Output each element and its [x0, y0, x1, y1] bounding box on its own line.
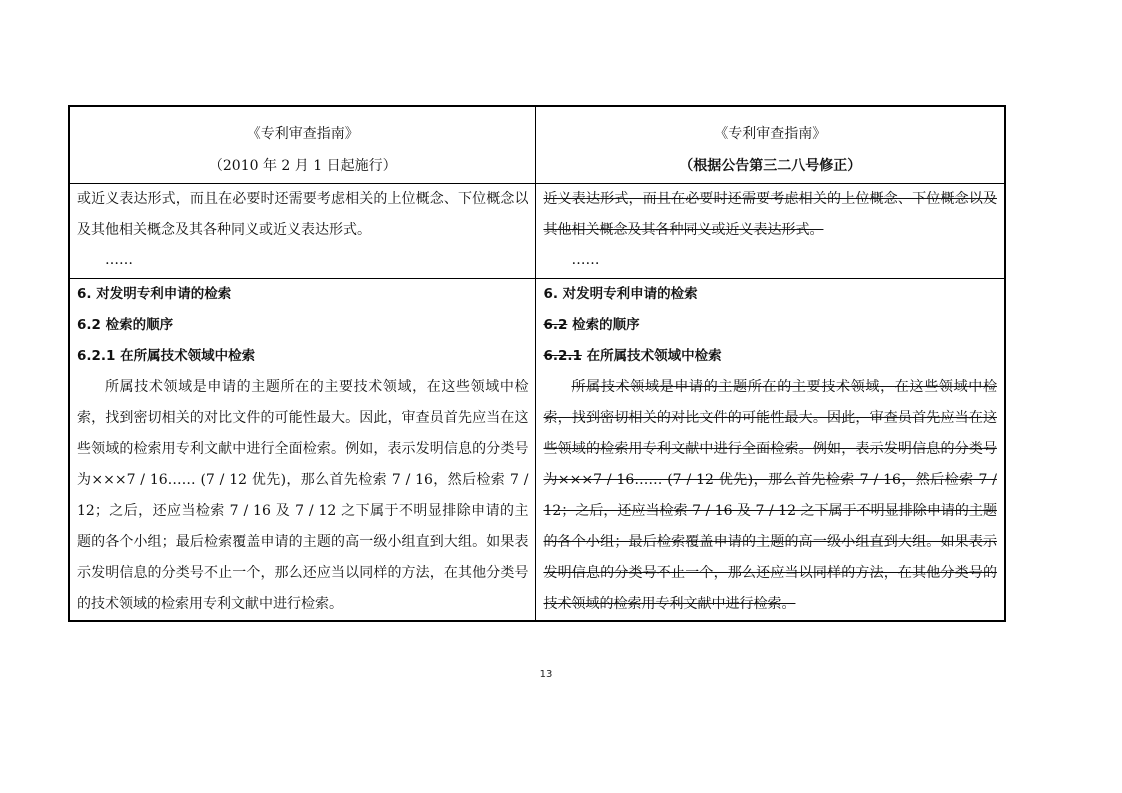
right-continued-paragraph-deleted: 近义表达形式，而且在必要时还需要考虑相关的上位概念、下位概念以及其他相关概念及其各种同义或近义表达形式。 [543, 191, 997, 238]
page-number: 13 [539, 669, 553, 680]
content-row-2 [69, 279, 1005, 622]
left-section-heading: 6. 对发明专利申请的检索 [77, 286, 232, 302]
content-row-1 [69, 184, 1005, 279]
left-continued-paragraph: 或近义表达形式，而且在必要时还需要考虑相关的上位概念、下位概念以及其他相关概念及其各种同义或近义表达形式。 [77, 191, 529, 238]
right-doc-subtitle: （根据公告第三二八号修正） [679, 158, 862, 174]
right-subsection-title: 检索的顺序 [567, 317, 640, 333]
left-ellipsis: …… [105, 252, 133, 268]
left-subsection-heading: 6.2 检索的顺序 [77, 317, 174, 333]
right-subsubsection-number-deleted: 6.2.1 [543, 348, 582, 364]
right-ellipsis: …… [571, 252, 600, 268]
row1-left-cell [69, 184, 536, 279]
row1-right-cell [536, 184, 1005, 279]
header-right-cell [536, 106, 1005, 184]
right-subsubsection-heading [543, 341, 997, 372]
comparison-table [68, 105, 1006, 622]
header-row [69, 106, 1005, 184]
right-subsubsection-title: 在所属技术领域中检索 [581, 348, 722, 364]
left-doc-subtitle: （2010 年 2 月 1 日起施行） [208, 158, 397, 174]
left-subsubsection-heading: 6.2.1 在所属技术领域中检索 [77, 348, 256, 364]
right-subsection-number-deleted: 6.2 [543, 317, 568, 333]
left-search-order-paragraph: 所属技术领域是申请的主题所在的主要技术领域，在这些领域中检索，找到密切相关的对比文件的可能性最大。因此，审查员首先应当在这些领域的检索用专利文献中进行全面检索。例如，表示发明信息的分类号为×××7 / 16…… (7 / 12 优先)，那么首先检索 7 / 16，然后检索 7 / 12；之后，还应当检索 7 / 16 及 7 / 12 之下属于不明显排除申请的主题的各个小组；最后检索覆盖申请的主题的高一级小组直到大组。如果表示发明信息的分类号不止一个，那么还应当以同样的方法，在其他分类号的技术领域的检索用专利文献中进行检索。 [77, 379, 529, 612]
right-subsection-heading [543, 310, 997, 341]
left-doc-title: 《专利审查指南》 [246, 126, 359, 142]
row2-left-cell [69, 279, 536, 622]
right-section-heading: 6. 对发明专利申请的检索 [543, 286, 698, 302]
header-left-cell [69, 106, 536, 184]
right-search-order-paragraph-deleted: 所属技术领域是申请的主题所在的主要技术领域，在这些领域中检索，找到密切相关的对比文件的可能性最大。因此，审查员首先应当在这些领域的检索用专利文献中进行全面检索。例如，表示发明信息的分类号为×××7 / 16…… (7 / 12 优先)，那么首先检索 7 / 16，然后检索 7 / 12；之后，还应当检索 7 / 16 及 7 / 12 之下属于不明显排除申请的主题的各个小组；最后检索覆盖申请的主题的高一级小组直到大组。如果表示发明信息的分类号不止一个，那么还应当以同样的方法，在其他分类号的技术领域的检索用专利文献中进行检索。 [543, 379, 997, 612]
right-doc-title: 《专利审查指南》 [714, 126, 827, 142]
row2-right-cell [536, 279, 1005, 622]
